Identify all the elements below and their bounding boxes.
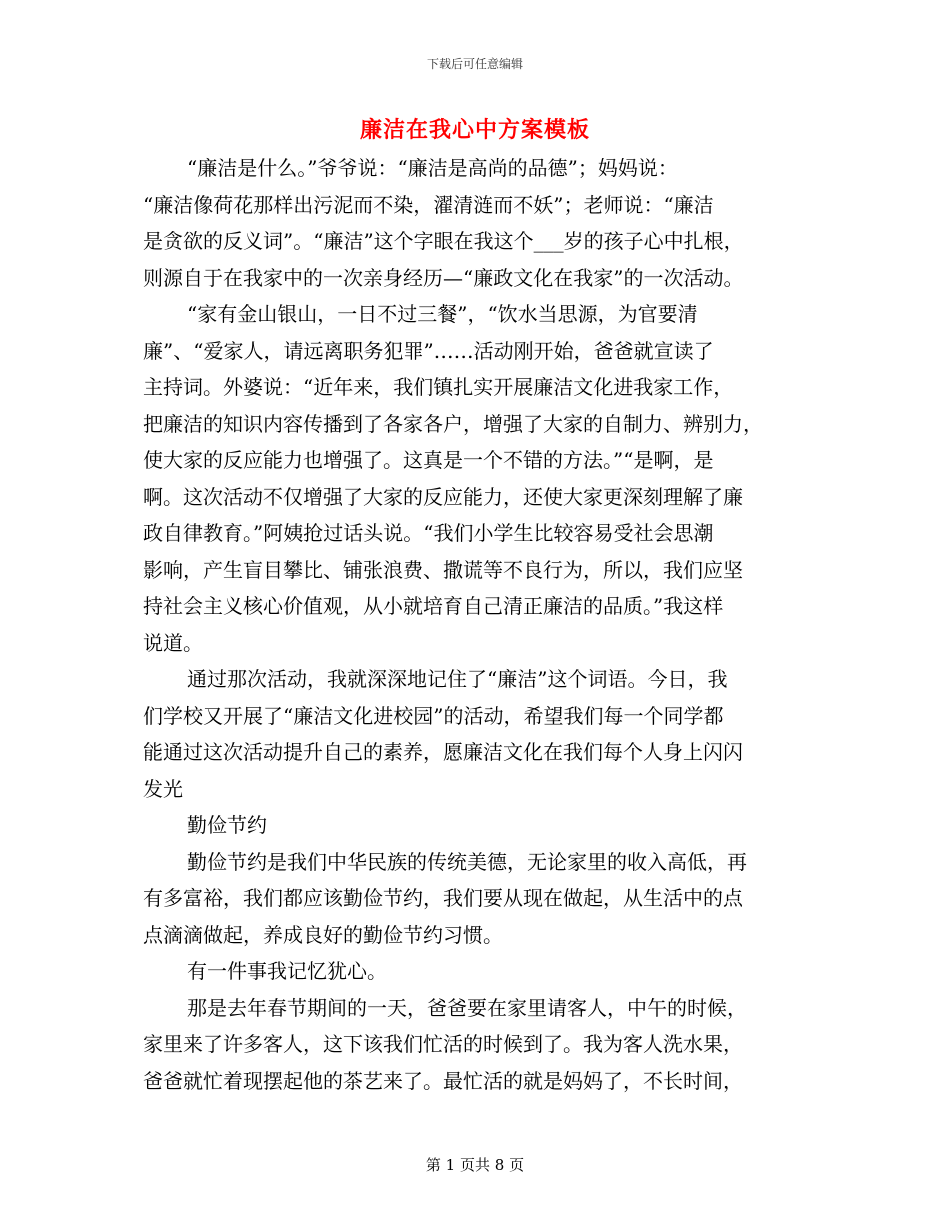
- body-line: 有多富裕，我们都应该勤俭节约，我们要从现在做起，从生活中的点: [143, 886, 743, 910]
- body-line: 有一件事我记忆犹心。: [187, 959, 387, 983]
- body-line: 爸爸就忙着现摆起他的茶艺来了。最忙活的就是妈妈了，不长时间，: [143, 1068, 743, 1093]
- body-line: 点滴滴做起，养成良好的勤俭节约习惯。: [143, 922, 503, 947]
- body-line: 们学校又开展了“廉洁文化进校园”的活动，希望我们每一个同学都: [143, 703, 724, 728]
- body-line: 那是去年春节期间的一天，爸爸要在家里请客人，中午的时候，: [187, 995, 747, 1020]
- body-line: 主持词。外婆说：“近年来，我们镇扎实开展廉洁文化进我家工作，: [143, 375, 734, 399]
- body-line: 使大家的反应能力也增强了。这真是一个不错的方法。”“是啊，是: [143, 448, 714, 472]
- body-line: 持社会主义核心价值观，从小就培育自己清正廉洁的品质。”我这样: [143, 594, 724, 618]
- body-line: “廉洁像荷花那样出污泥而不染，濯清涟而不妖”；老师说：“廉洁: [143, 192, 714, 217]
- page-header-note: 下载后可任意编辑: [426, 57, 523, 71]
- body-line: 勤俭节约是我们中华民族的传统美德，无论家里的收入高低，再: [187, 849, 747, 874]
- body-line: 家里来了许多客人，这下该我们忙活的时候到了。我为客人洗水果，: [143, 1032, 743, 1056]
- body-line: 则源自于在我家中的一次亲身经历—“廉政文化在我家”的一次活动。: [143, 265, 744, 290]
- body-line: 通过那次活动，我就深深地记住了“廉洁”这个词语。今日，我: [187, 667, 728, 691]
- page-number: 第 1 页共 8 页: [425, 1156, 525, 1174]
- body-line: 说道。: [143, 630, 203, 655]
- body-line: 廉”、“爱家人，请远离职务犯罪”……活动刚开始，爸爸就宣读了: [143, 338, 714, 363]
- body-line: 是贪欲的反义词”。“廉洁”这个字眼在我这个___岁的孩子心中扎根，: [143, 229, 744, 253]
- body-line: 把廉洁的知识内容传播到了各家各户，增强了大家的自制力、辨别力，: [143, 411, 763, 436]
- body-line: 啊。这次活动不仅增强了大家的反应能力，还使大家更深刻理解了廉: [143, 484, 743, 509]
- body-line: 政自律教育。”阿姨抢过话头说。“我们小学生比较容易受社会思潮: [143, 521, 714, 545]
- body-line: 能通过这次活动提升自己的素养，愿廉洁文化在我们每个人身上闪闪: [143, 740, 743, 764]
- body-line: 发光: [143, 776, 183, 801]
- document-body: [143, 150, 803, 1099]
- section-heading: 勤俭节约: [187, 813, 267, 837]
- body-line: “廉洁是什么。”爷爷说：“廉洁是高尚的品德”；妈妈说：: [187, 156, 678, 180]
- body-line: “家有金山银山，一日不过三餐”，“饮水当思源，为官要清: [187, 302, 698, 326]
- body-line: 影响，产生盲目攀比、铺张浪费、撒谎等不良行为，所以，我们应坚: [143, 557, 743, 582]
- document-title: 廉洁在我心中方案模板: [359, 118, 590, 143]
